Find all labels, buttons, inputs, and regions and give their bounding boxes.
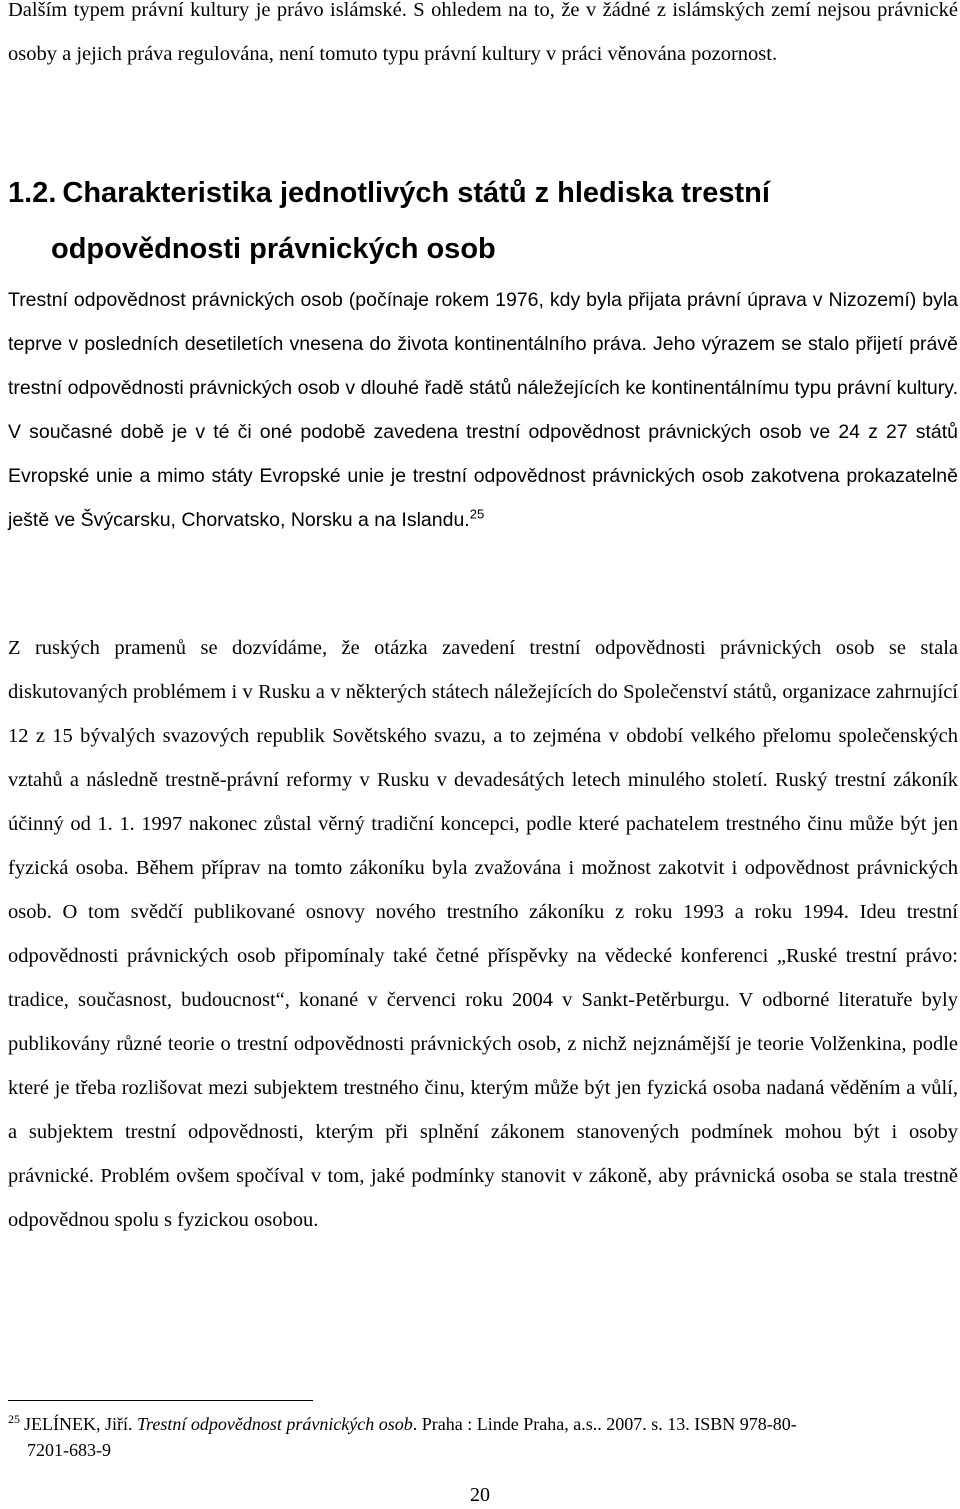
section-title-line2: odpovědnosti právnických osob — [51, 233, 496, 265]
footnote — [8, 1411, 958, 1463]
paragraph-russia: Z ruských pramenů se dozvídáme, že otázka zavedení trestní odpovědnosti právnických osob se stala diskutovaných problémem i v Rusku a v některých státech náležejících do Společenství států, organizace zahrnující 12 z 15 bývalých svazových republik Sovětského svazu, a to zejména v období velkého přelomu společenských vztahů a následně trestně-právní reformy v Rusku v devadesátých letech minulého století. Ruský trestní zákoník účinný od 1. 1. 1997 nakonec zůstal věrný tradiční koncepci, podle které pachatelem trestného činu může být jen fyzická osoba. Během příprav na tomto zákoníku byla zvažována i možnost zakotvit i odpovědnost právnických osob. O tom svědčí publikované osnovy nového trestního zákoníku z roku 1993 a roku 1994. Ideu trestní odpovědnosti právnických osob připomínaly také četné příspěvky na vědecké konferenci „Ruské trestní právo: tradice, současnost, budoucnost“, konané v červenci roku 2004 v Sankt-Petěrburgu. V odborné literatuře byly publikovány různé teorie o trestní odpovědnosti právnických osob, z nichž nejznámější je teorie Volženkina, podle které je třeba rozlišovat mezi subjektem trestného činu, kterým může být jen fyzická osoba nadaná věděním a vůlí, a subjektem trestní odpovědnosti, kterým při splnění zákonem stanovených podmínek mohou být i osoby právnické. Problém ovšem spočíval v tom, jaké podmínky stanovit v zákoně, aby právnická osoba se stala trestně odpovědnou spolu s fyzickou osobou. — [8, 637, 958, 1231]
paragraph-eu-states — [8, 278, 958, 542]
footnote-author: JELÍNEK, Jiří. — [24, 1414, 133, 1434]
section-heading — [8, 165, 958, 277]
section-number: 1.2. — [8, 177, 57, 209]
page-number: 20 — [470, 1484, 490, 1506]
footnote-number: 25 — [8, 1412, 20, 1426]
section-title-line1: Charakteristika jednotlivých států z hlediska trestní — [62, 177, 770, 209]
footnote-title: Trestní odpovědnost právnických osob — [136, 1414, 413, 1434]
footnote-reference[interactable]: 25 — [469, 506, 485, 522]
footnote-publication: . Praha : Linde Praha, a.s.. 2007. s. 13. ISBN 978-80- — [412, 1414, 797, 1434]
footnote-isbn-continued: 7201-683-9 — [27, 1440, 111, 1460]
footnote-separator — [8, 1400, 313, 1401]
paragraph-islamic-law: Dalším typem právní kultury je právo islámské. S ohledem na to, že v žádné z islámských zemí nejsou právnické osoby a jejich práva regulována, není tomuto typu právní kultury v práci věnována pozornost. — [8, 0, 958, 65]
paragraph-eu-states-text: Trestní odpovědnost právnických osob (počínaje rokem 1976, kdy byla přijata právní úprava v Nizozemí) byla teprve v posledních desetiletích vnesena do života kontinentálního práva. Jeho výrazem se stalo přijetí právě trestní odpovědnosti právnických osob v dlouhé řadě států náležejících ke kontinentálnímu typu právní kultury. V současné době je v té či oné podobě zavedena trestní odpovědnost právnických osob ve 24 z 27 států Evropské unie a mimo státy Evropské unie je trestní odpovědnost právnických osob zakotvena prokazatelně ještě ve Švýcarsku, Chorvatsko, Norsku a na Islandu. — [8, 289, 958, 531]
document-page — [8, 0, 958, 1509]
